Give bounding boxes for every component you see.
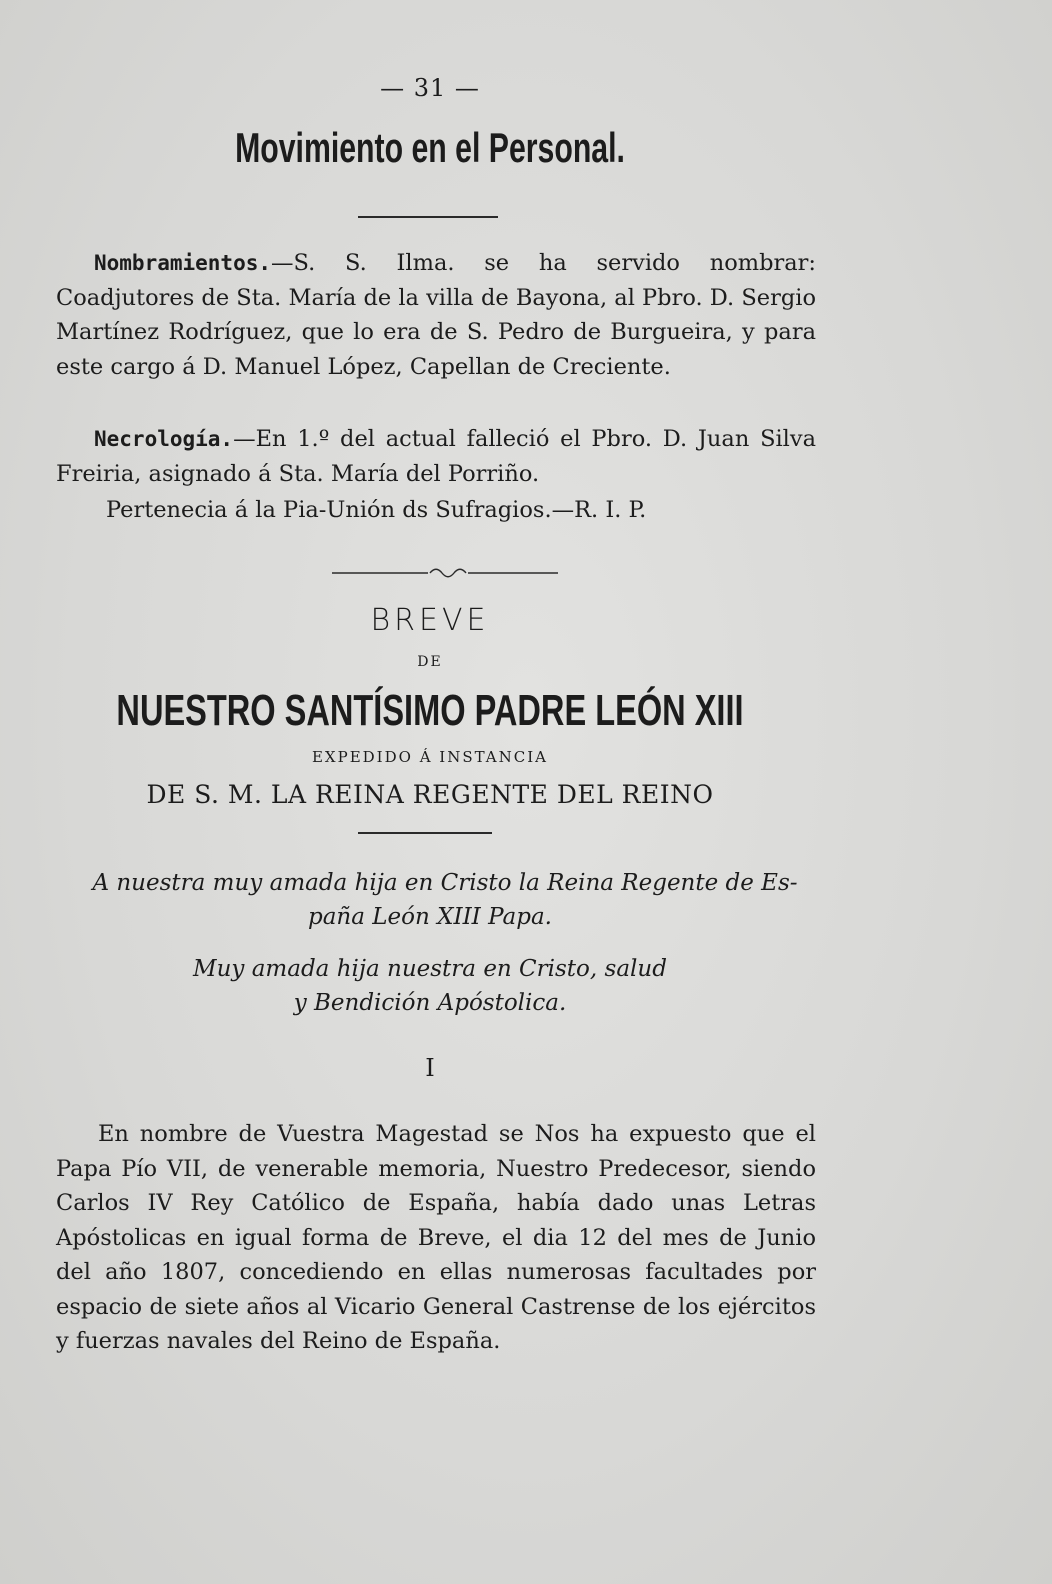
pope-title: NUESTRO SANTÍSIMO PADRE LEÓN XIII — [116, 686, 744, 735]
breve-de: DE — [417, 654, 443, 670]
ornament-divider — [332, 568, 558, 578]
nombramientos-lead: Nombramientos. — [94, 251, 272, 275]
pertenecia-line: Pertenecia á la Pia-Unión ds Sufragios.—R. I. P. — [106, 497, 647, 523]
necrologia-lead: Necrología. — [94, 427, 234, 451]
nombramientos-paragraph — [56, 246, 816, 384]
expedido-line: EXPEDIDO Á INSTANCIA — [311, 748, 549, 766]
section-title: Movimiento en el Personal. — [235, 124, 625, 171]
necrologia-paragraph — [56, 422, 816, 491]
breve-divider — [358, 832, 492, 834]
dedication-line-4: y Bendición Apóstolica. — [293, 990, 567, 1016]
necrologia-text: —En 1.º del actual falleció el Pbro. D. Juan Silva Freiria, asignado á Sta. María del Porriño. — [56, 426, 816, 487]
title-divider — [358, 216, 498, 218]
nombramientos-text: —S. S. Ilma. se ha servido nombrar: Coadjutores de Sta. María de la villa de Bayona, al Pbro. D. Sergio Martínez Rodríguez, que lo era de S. Pedro de Burgueira, y para este cargo á D. Manuel López, Capellan de Creciente. — [56, 250, 816, 380]
reina-line: DE S. M. LA REINA REGENTE DEL REINO — [146, 780, 714, 809]
breve-heading: BREVE — [370, 603, 490, 638]
body-paragraph: En nombre de Vuestra Magestad se Nos ha expuesto que el Papa Pío VII, de venerable memoria, Nuestro Predecesor, siendo Carlos IV Rey Católico de España, había dado unas Letras Apóstolicas en igual forma de Breve, el dia 12 del mes de Junio del año 1807, concediendo en ellas numerosas facultades por espacio de siete años al Vicario General Castrense de los ejércitos y fuerzas navales del Reino de España. — [56, 1121, 816, 1354]
section-numeral: I — [425, 1054, 435, 1082]
dedication-line-1: A nuestra muy amada hija en Cristo la Reina Regente de Es- — [92, 870, 798, 896]
dedication-line-3: Muy amada hija nuestra en Cristo, salud — [193, 956, 667, 982]
dedication-line-2: paña León XIII Papa. — [308, 904, 552, 930]
page-number: — 31 — — [380, 74, 480, 102]
